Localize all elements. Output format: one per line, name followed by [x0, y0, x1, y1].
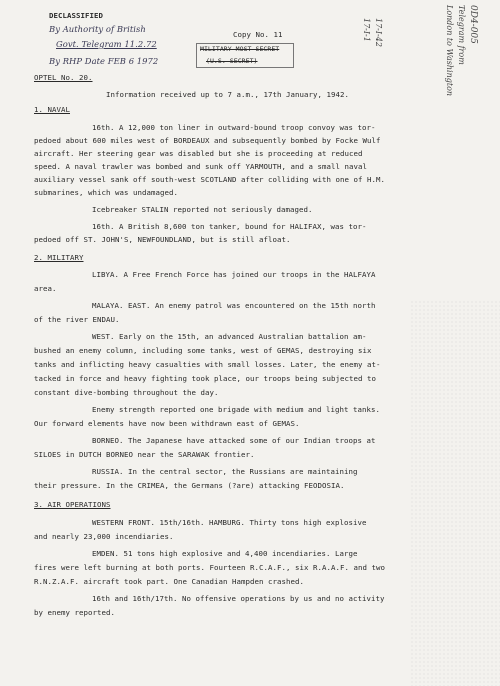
margin-note-code: 0D4-005	[468, 5, 478, 44]
naval-p1-line3: aircraft. Her steering gear was disabled but she is proceeding at reduced	[34, 149, 363, 158]
paper-grain	[410, 300, 500, 686]
military-heading: 2. MILITARY	[34, 253, 84, 262]
west-line1: WEST. Early on the 15th, an advanced Australian battalion am-	[92, 332, 367, 341]
west-line2: bushed an enemy column, including some tanks, west of GEMAS, destroying six	[34, 346, 372, 355]
naval-p2: Icebreaker STALIN reported not seriously damaged.	[92, 205, 313, 214]
west-line4: tacked in force and heavy fighting took place, our troops being subjected to	[34, 374, 376, 383]
enemy-line1: Enemy strength reported one brigade with medium and light tanks.	[92, 405, 380, 414]
malaya-line1: MALAYA. EAST. An enemy patrol was encountered on the 15th north	[92, 301, 376, 310]
by-date-line: By RHP Date FEB 6 1972	[49, 56, 159, 66]
russia-line1: RUSSIA. In the central sector, the Russians are maintaining	[92, 467, 358, 476]
margin-note-telegram: Telegram from	[457, 5, 466, 65]
naval-heading	[34, 105, 70, 114]
libya-line1: LIBYA. A Free French Force has joined our troops in the HALFAYA	[92, 270, 376, 279]
western-front-line2: and nearly 23,000 incendiaries.	[34, 532, 174, 541]
libya-line2: area.	[34, 284, 57, 293]
naval-p1-line1: 16th. A 12,000 ton liner in outward-bound troop convoy was tor-	[92, 123, 376, 132]
naval-p3-line1: 16th. A British 8,600 ton tanker, bound for HALIFAX, was tor-	[92, 222, 367, 231]
last-line1: 16th and 16th/17th. No offensive operations by us and no activity	[92, 594, 385, 603]
naval-p1-line6: submarines, which was undamaged.	[34, 188, 178, 197]
borneo-line2: SILOES in DUTCH BORNEO near the SARAWAK frontier.	[34, 450, 255, 459]
air-heading: 3. AIR OPERATIONS	[34, 500, 111, 509]
enemy-line2: Our forward elements have now been withdrawn east of GEMAS.	[34, 419, 300, 428]
margin-note-ref-a: 17-I-1	[362, 18, 371, 42]
secret-stamp: MILITARY MOST SECRET	[200, 45, 280, 53]
copy-number: Copy No. 11	[233, 30, 283, 39]
margin-note-ref-b: 17-I-42	[374, 18, 383, 47]
optel-number: OPTEL No. 20.	[34, 73, 93, 82]
naval-p1-line2: pedoed about 600 miles west of BORDEAUX and subsequently bombed by Focke Wulf	[34, 136, 381, 145]
west-line5: constant dive-bombing throughout the day.	[34, 388, 219, 397]
borneo-line1: BORNEO. The Japanese have attacked some of our Indian troops at	[92, 436, 376, 445]
russia-line2: their pressure. In the CRIMEA, the Germans (?are) attacking FEODOSIA.	[34, 481, 345, 490]
naval-p1-line4: speed. A naval trawler was bombed and sunk off YARMOUTH, and a small naval	[34, 162, 367, 171]
emden-line1: EMDEN. 51 tons high explosive and 4,400 incendiaries. Large	[92, 549, 358, 558]
emden-line2: fires were left burning at both ports. Fourteen R.C.A.F., six R.A.A.F. and two	[34, 563, 385, 572]
naval-p1-line5: auxiliary vessel sank off south-west SCOTLAND after colliding with one of H.M.	[34, 175, 385, 184]
authority-line: By Authority of British	[49, 24, 146, 34]
margin-note-route: London to Washington	[445, 5, 454, 97]
naval-heading-text: 1. NAVAL	[34, 105, 70, 114]
emden-line3: R.N.Z.A.F. aircraft took part. One Canadian Hampden crashed.	[34, 577, 304, 586]
declassified-label: DECLASSIFIED	[49, 11, 103, 20]
us-secret-stamp: (U.S. SECRET)	[206, 57, 258, 65]
telegram-line: Govt. Telegram 11.2.72	[56, 39, 157, 49]
malaya-line2: of the river ENDAU.	[34, 315, 120, 324]
naval-p3-line2: pedoed off ST. JOHN'S, NEWFOUNDLAND, but is still afloat.	[34, 235, 291, 244]
intro-line: Information received up to 7 a.m., 17th January, 1942.	[106, 90, 349, 99]
last-line2: by enemy reported.	[34, 608, 115, 617]
west-line3: tanks and inflicting heavy casualties with small losses. Later, the enemy at-	[34, 360, 381, 369]
western-front-line1: WESTERN FRONT. 15th/16th. HAMBURG. Thirty tons high explosive	[92, 518, 367, 527]
